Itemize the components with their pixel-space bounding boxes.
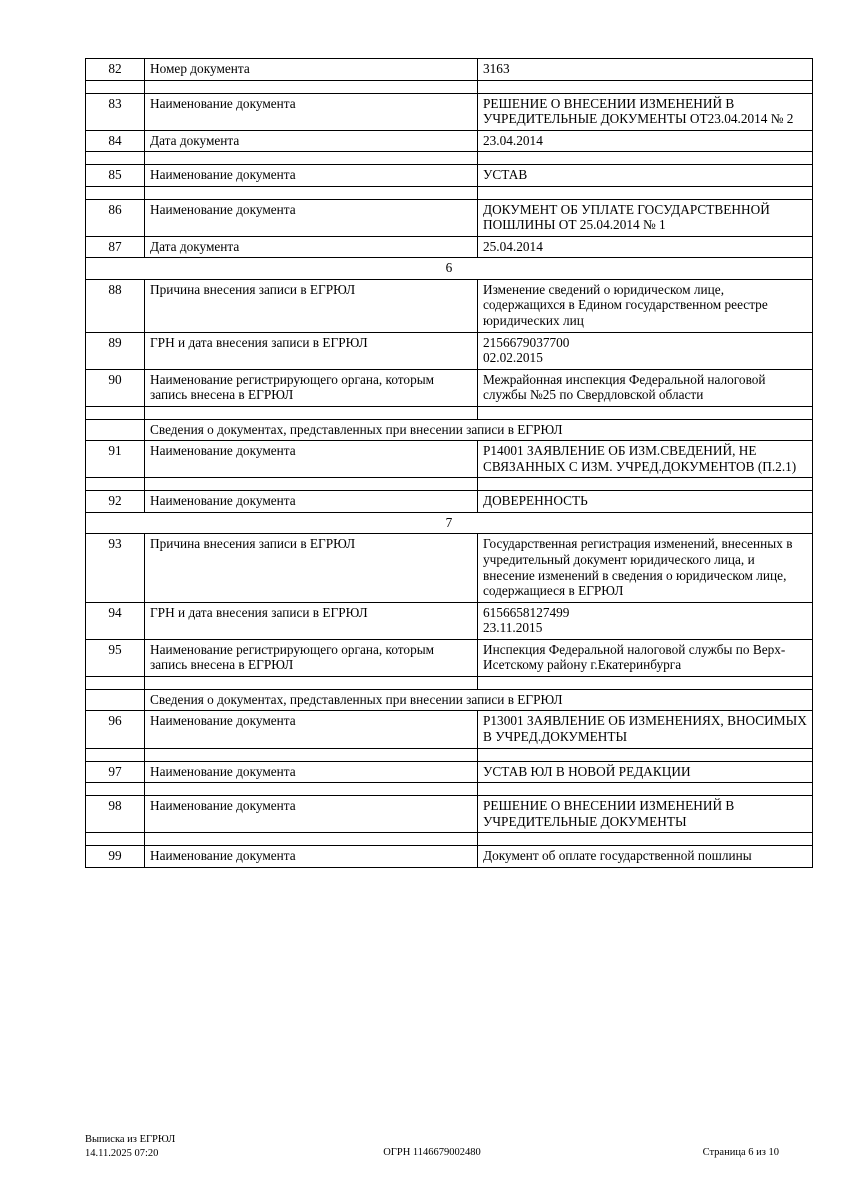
row-label: Номер документа: [145, 59, 478, 81]
row-number: 97: [86, 761, 145, 783]
row-value: Р13001 ЗАЯВЛЕНИЕ ОБ ИЗМЕНЕНИЯХ, ВНОСИМЫХ В УЧРЕД.ДОКУМЕНТЫ: [478, 711, 813, 748]
spacer-cell: [145, 406, 478, 419]
table-row: [86, 761, 813, 783]
row-number: 87: [86, 236, 145, 258]
subheader-row: [86, 689, 813, 711]
spacer-cell: [86, 748, 145, 761]
row-number: 88: [86, 279, 145, 332]
row-label: Дата документа: [145, 130, 478, 152]
row-label: Наименование документа: [145, 761, 478, 783]
section-number: 7: [86, 512, 813, 534]
spacer-cell: [145, 676, 478, 689]
table-spacer-row: [86, 152, 813, 165]
spacer-cell: [478, 406, 813, 419]
table-row: [86, 441, 813, 478]
row-label: Наименование документа: [145, 199, 478, 236]
spacer-cell: [145, 748, 478, 761]
table-row: [86, 332, 813, 369]
table-sheet: [85, 58, 807, 868]
row-number: 96: [86, 711, 145, 748]
row-value: Документ об оплате государственной пошлины: [478, 846, 813, 868]
spacer-cell: [145, 152, 478, 165]
row-value: УСТАВ ЮЛ В НОВОЙ РЕДАКЦИИ: [478, 761, 813, 783]
spacer-cell: [86, 833, 145, 846]
row-value: РЕШЕНИЕ О ВНЕСЕНИИ ИЗМЕНЕНИЙ В УЧРЕДИТЕЛЬНЫЕ ДОКУМЕНТЫ ОТ23.04.2014 № 2: [478, 93, 813, 130]
footer-doc-title: Выписка из ЕГРЮЛ: [85, 1134, 176, 1145]
footer-ogrn: ОГРН 1146679002480: [383, 1147, 481, 1158]
spacer-cell: [145, 833, 478, 846]
spacer-cell: [86, 80, 145, 93]
table-row: [86, 279, 813, 332]
table-row: [86, 846, 813, 868]
row-number: 84: [86, 130, 145, 152]
row-label: Наименование документа: [145, 796, 478, 833]
table-spacer-row: [86, 80, 813, 93]
spacer-cell: [145, 478, 478, 491]
row-label: ГРН и дата внесения записи в ЕГРЮЛ: [145, 332, 478, 369]
row-value: 25.04.2014: [478, 236, 813, 258]
row-value: 3163: [478, 59, 813, 81]
spacer-cell: [478, 152, 813, 165]
table-spacer-row: [86, 478, 813, 491]
table-spacer-row: [86, 676, 813, 689]
spacer-cell: [86, 186, 145, 199]
table-row: [86, 796, 813, 833]
row-number: 99: [86, 846, 145, 868]
table-body: [86, 59, 813, 868]
row-value: Р14001 ЗАЯВЛЕНИЕ ОБ ИЗМ.СВЕДЕНИЙ, НЕ СВЯЗАННЫХ С ИЗМ. УЧРЕД.ДОКУМЕНТОВ (П.2.1): [478, 441, 813, 478]
row-label: Причина внесения записи в ЕГРЮЛ: [145, 279, 478, 332]
table-spacer-row: [86, 748, 813, 761]
table-spacer-row: [86, 833, 813, 846]
row-number: 95: [86, 639, 145, 676]
spacer-cell: [145, 186, 478, 199]
spacer-cell: [478, 186, 813, 199]
table-row: [86, 534, 813, 602]
spacer-cell: [86, 783, 145, 796]
row-number: 89: [86, 332, 145, 369]
spacer-cell: [145, 80, 478, 93]
table-row: [86, 369, 813, 406]
row-label: Дата документа: [145, 236, 478, 258]
spacer-cell: [86, 676, 145, 689]
row-number: 83: [86, 93, 145, 130]
table-spacer-row: [86, 186, 813, 199]
row-label: Наименование документа: [145, 441, 478, 478]
spacer-cell: [478, 478, 813, 491]
spacer-cell: [478, 783, 813, 796]
table-row: [86, 491, 813, 513]
row-number: 90: [86, 369, 145, 406]
table-row: [86, 93, 813, 130]
spacer-cell: [478, 676, 813, 689]
spacer-cell: [478, 748, 813, 761]
egrul-records-table: [85, 58, 813, 868]
row-label: Наименование документа: [145, 711, 478, 748]
table-row: [86, 199, 813, 236]
row-value: 2156679037700 02.02.2015: [478, 332, 813, 369]
row-value: ДОВЕРЕННОСТЬ: [478, 491, 813, 513]
row-number: 92: [86, 491, 145, 513]
table-spacer-row: [86, 783, 813, 796]
row-number: 91: [86, 441, 145, 478]
row-number: 94: [86, 602, 145, 639]
row-value: Государственная регистрация изменений, внесенных в учредительный документ юридического лица, и внесение изменений в сведения о юридическом лице, содержащиеся в ЕГРЮЛ: [478, 534, 813, 602]
spacer-cell: [86, 478, 145, 491]
row-number: 93: [86, 534, 145, 602]
table-row: [86, 165, 813, 187]
subheader-text: Сведения о документах, представленных при внесении записи в ЕГРЮЛ: [145, 689, 813, 711]
row-number: 98: [86, 796, 145, 833]
footer-timestamp: 14.11.2025 07:20: [85, 1148, 159, 1160]
row-label: Наименование регистрирующего органа, которым запись внесена в ЕГРЮЛ: [145, 639, 478, 676]
spacer-cell: [478, 833, 813, 846]
subheader-row: [86, 419, 813, 441]
footer-page-number: Страница 6 из 10: [702, 1147, 779, 1158]
table-row: [86, 639, 813, 676]
row-label: Наименование документа: [145, 165, 478, 187]
spacer-cell: [478, 80, 813, 93]
row-value: Инспекция Федеральной налоговой службы по Верх-Исетскому району г.Екатеринбурга: [478, 639, 813, 676]
row-label: Наименование документа: [145, 93, 478, 130]
row-label: Наименование регистрирующего органа, которым запись внесена в ЕГРЮЛ: [145, 369, 478, 406]
row-label: ГРН и дата внесения записи в ЕГРЮЛ: [145, 602, 478, 639]
footer-left: [85, 1133, 175, 1161]
row-value: Изменение сведений о юридическом лице, содержащихся в Едином государственном реестре юридических лиц: [478, 279, 813, 332]
table-row: [86, 711, 813, 748]
spacer-cell: [145, 783, 478, 796]
table-spacer-row: [86, 406, 813, 419]
row-label: Наименование документа: [145, 846, 478, 868]
section-number: 6: [86, 258, 813, 280]
row-value: 6156658127499 23.11.2015: [478, 602, 813, 639]
row-number: 85: [86, 165, 145, 187]
subheader-text: Сведения о документах, представленных при внесении записи в ЕГРЮЛ: [145, 419, 813, 441]
table-row: [86, 130, 813, 152]
empty-number-cell: [86, 419, 145, 441]
table-row: [86, 236, 813, 258]
section-number-row: [86, 258, 813, 280]
spacer-cell: [86, 406, 145, 419]
row-value: Межрайонная инспекция Федеральной налоговой службы №25 по Свердловской области: [478, 369, 813, 406]
row-value: УСТАВ: [478, 165, 813, 187]
row-value: ДОКУМЕНТ ОБ УПЛАТЕ ГОСУДАРСТВЕННОЙ ПОШЛИНЫ ОТ 25.04.2014 № 1: [478, 199, 813, 236]
table-row: [86, 59, 813, 81]
table-row: [86, 602, 813, 639]
empty-number-cell: [86, 689, 145, 711]
row-value: 23.04.2014: [478, 130, 813, 152]
row-number: 86: [86, 199, 145, 236]
section-number-row: [86, 512, 813, 534]
row-value: РЕШЕНИЕ О ВНЕСЕНИИ ИЗМЕНЕНИЙ В УЧРЕДИТЕЛЬНЫЕ ДОКУМЕНТЫ: [478, 796, 813, 833]
spacer-cell: [86, 152, 145, 165]
row-label: Причина внесения записи в ЕГРЮЛ: [145, 534, 478, 602]
row-label: Наименование документа: [145, 491, 478, 513]
row-number: 82: [86, 59, 145, 81]
